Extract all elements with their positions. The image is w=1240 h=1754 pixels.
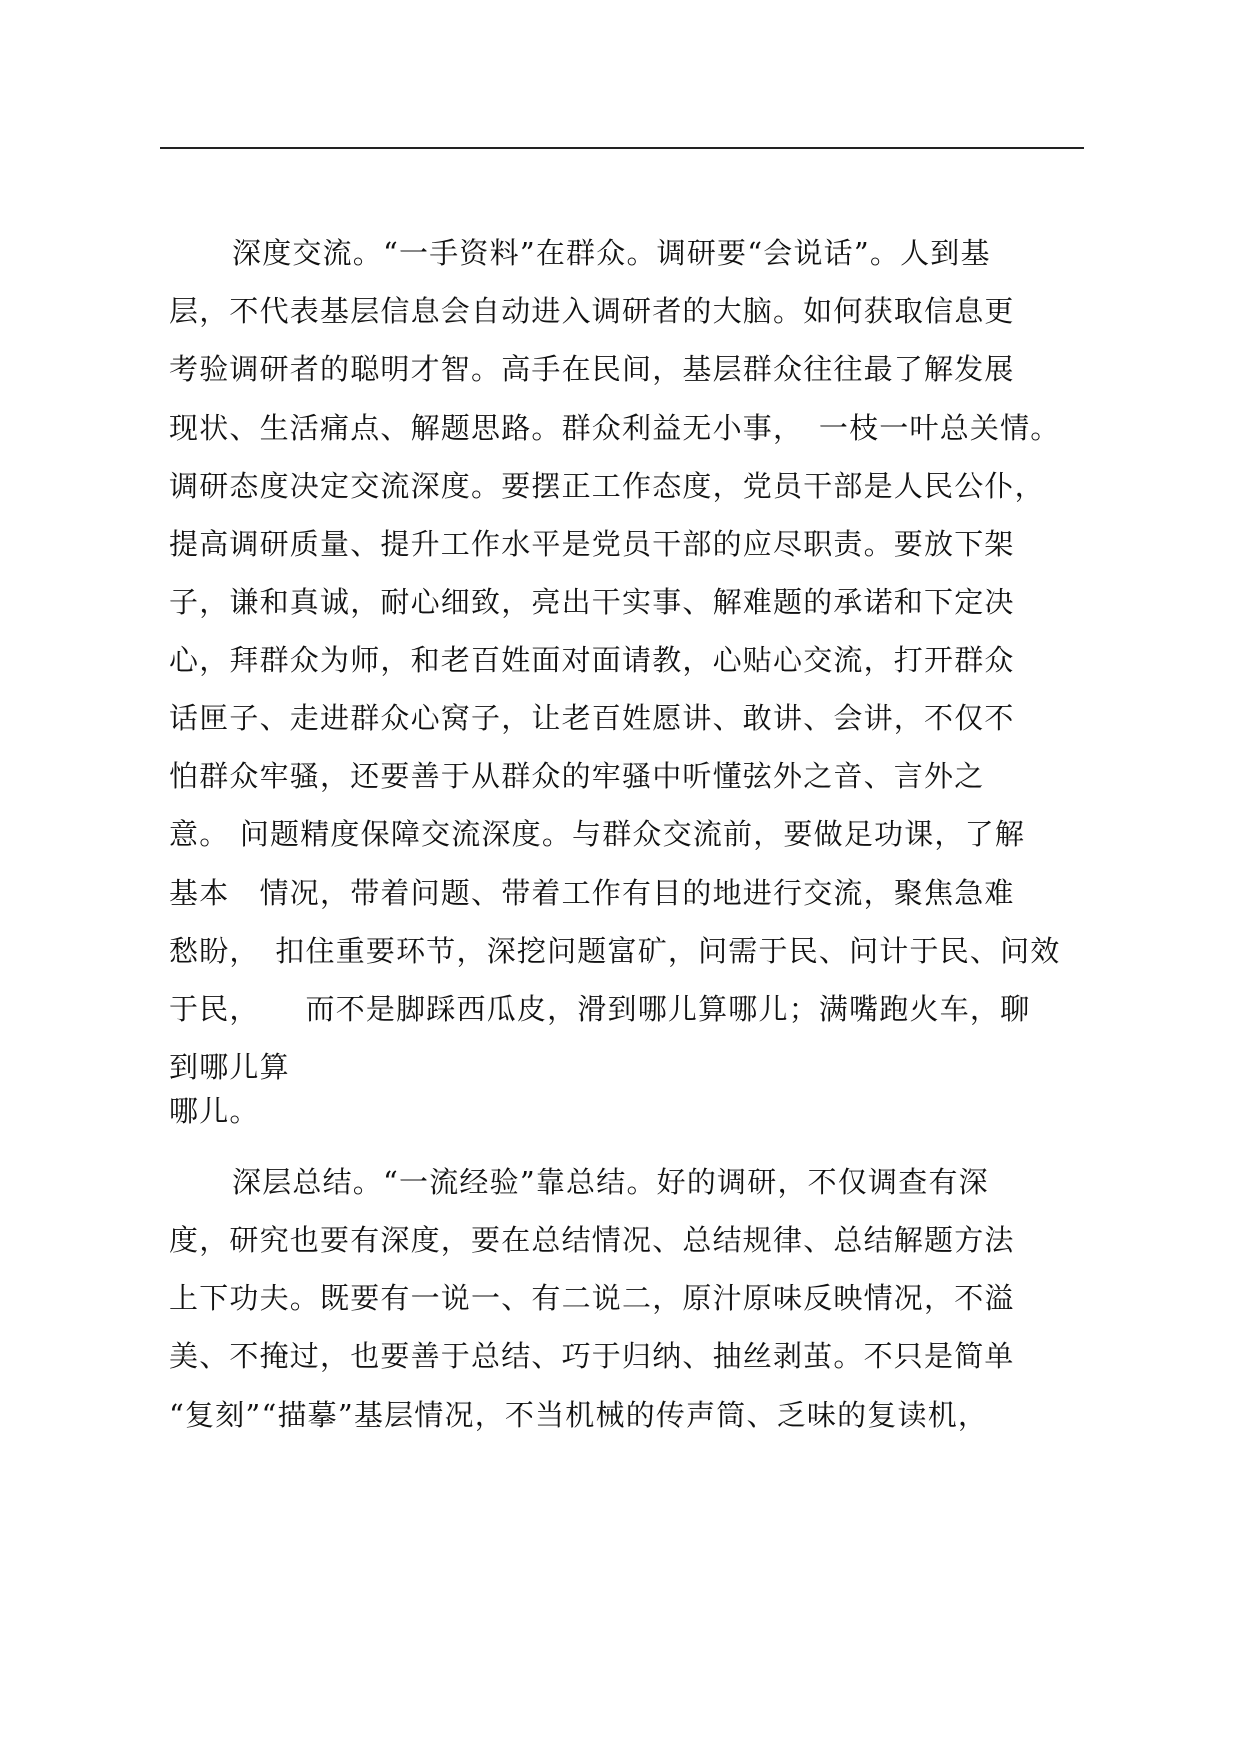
paragraph-line: 深层总结。“一流经验”靠总结。好的调研，不仅调查有深 (232, 1165, 989, 1199)
paragraph-line: 子，谦和真诚，耐心细致，亮出干实事、解难题的承诺和下定决 (169, 585, 1015, 619)
paragraph-line: 话匣子、走进群众心窝子，让老百姓愿讲、敢讲、会讲，不仅不 (169, 701, 1015, 735)
paragraph-line: 愁盼， 扣住重要环节，深挖问题富矿，问需于民、问计于民、问效 (169, 934, 1061, 968)
paragraph-line: “复刻”“描摹”基层情况，不当机械的传声筒、乏味的复读机， (169, 1398, 989, 1432)
paragraph-line: 现状、生活痛点、解题思路。群众利益无小事， 一枝一叶总关情。 (169, 411, 1061, 445)
paragraph-line: 到哪儿算 (169, 1050, 290, 1084)
paragraph-line: 怕群众牢骚，还要善于从群众的牢骚中听懂弦外之音、言外之 (169, 759, 985, 793)
paragraph-line: 深度交流。“一手资料”在群众。调研要“会说话”。人到基 (232, 236, 991, 270)
paragraph-line: 意。 问题精度保障交流深度。与群众交流前，要做足功课，了解 (169, 817, 1026, 851)
paragraph-line: 于民， 而不是脚踩西瓜皮，滑到哪儿算哪儿；满嘴跑火车，聊 (169, 992, 1031, 1026)
header-rule (160, 147, 1084, 149)
paragraph-line: 上下功夫。既要有一说一、有二说二，原汁原味反映情况，不溢 (169, 1281, 1015, 1315)
paragraph-line: 考验调研者的聪明才智。高手在民间，基层群众往往最了解发展 (169, 352, 1015, 386)
paragraph-line: 美、不掩过，也要善于总结、巧于归纳、抽丝剥茧。不只是简单 (169, 1339, 1015, 1373)
paragraph-line: 度，研究也要有深度，要在总结情况、总结规律、总结解题方法 (169, 1223, 1015, 1257)
paragraph-line: 哪儿。 (169, 1094, 260, 1128)
paragraph-line: 心，拜群众为师，和老百姓面对面请教，心贴心交流，打开群众 (169, 643, 1015, 677)
paragraph-line: 层，不代表基层信息会自动进入调研者的大脑。如何获取信息更 (169, 294, 1015, 328)
paragraph-line: 基本 情况，带着问题、带着工作有目的地进行交流，聚焦急难 (169, 876, 1015, 910)
paragraph-line: 调研态度决定交流深度。要摆正工作态度，党员干部是人民公仆， (169, 469, 1045, 503)
paragraph-line: 提高调研质量、提升工作水平是党员干部的应尽职责。要放下架 (169, 527, 1015, 561)
